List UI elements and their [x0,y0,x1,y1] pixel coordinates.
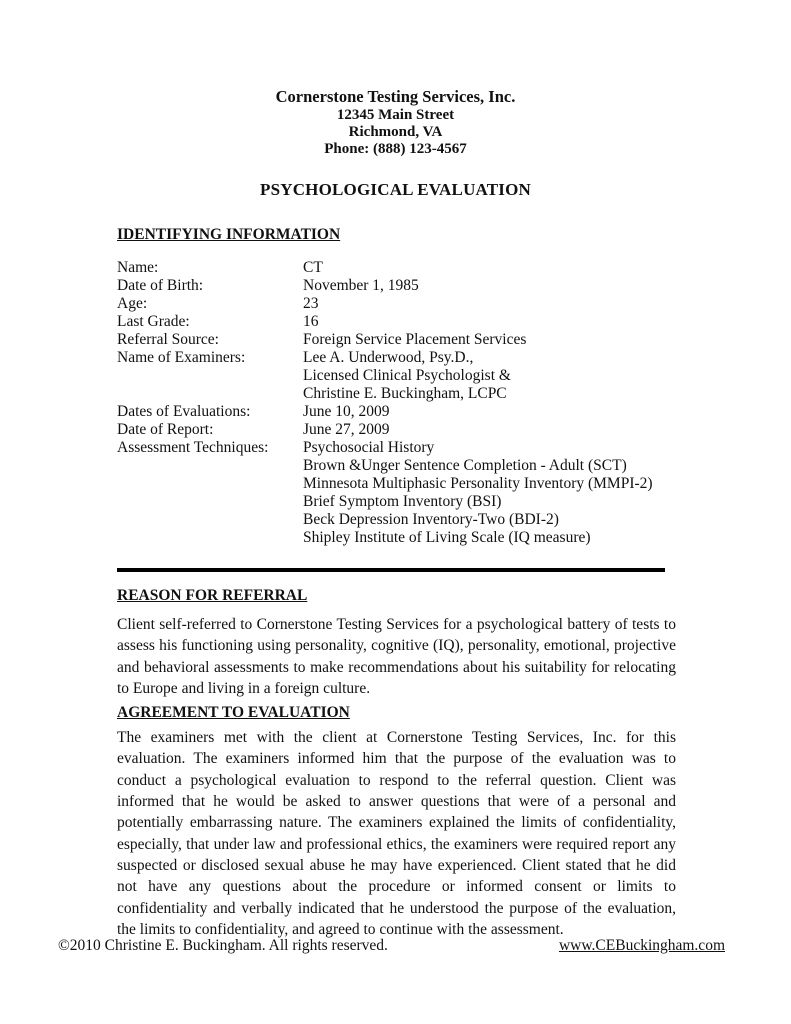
info-label [117,457,303,475]
info-label [117,529,303,547]
page-footer [58,936,725,956]
info-value: CT [303,259,323,276]
info-value: Minnesota Multiphasic Personality Inventory (MMPI-2) [303,475,653,492]
company-name: Cornerstone Testing Services, Inc. [275,87,516,106]
info-row-date-of-birth [117,277,676,295]
info-row-examiners-cont [117,367,676,385]
info-row-last-grade [117,313,676,331]
reason-for-referral-heading: REASON FOR REFERRAL [117,587,308,604]
info-label: Assessment Techniques: [117,439,269,456]
copyright-notice: ©2010 Christine E. Buckingham. All rights reserved. [58,937,388,954]
reason-for-referral-paragraph: Client self-referred to Cornerstone Testing Services for a psychological battery of tests to assess his functioning using personality, cognitive (IQ), personality, emotional, projective and behavioral assessments to make recommendations about his suitability for relocating to Europe and living in a foreign culture. [117,616,676,697]
info-value: 16 [303,313,319,330]
info-value: Beck Depression Inventory-Two (BDI-2) [303,511,559,528]
info-label: Date of Report: [117,421,214,438]
info-value: Brief Symptom Inventory (BSI) [303,493,502,510]
info-label [117,493,303,511]
info-row-age [117,295,676,313]
info-label [117,367,303,385]
info-label: Date of Birth: [117,277,204,294]
info-row-assessment-techniques [117,439,676,457]
info-label [117,511,303,529]
info-row-examiners [117,349,676,367]
info-row-technique [117,493,676,511]
info-row-evaluation-dates [117,403,676,421]
info-row-name [117,259,676,277]
info-label: Name of Examiners: [117,349,246,366]
info-value: Shipley Institute of Living Scale (IQ measure) [303,529,591,546]
info-row-technique [117,475,676,493]
info-value: Psychosocial History [303,439,435,456]
document-title: PSYCHOLOGICAL EVALUATION [259,180,532,199]
agreement-to-evaluation-heading: AGREEMENT TO EVALUATION [117,704,350,722]
address-city: Richmond, VA [348,124,443,140]
info-value: Licensed Clinical Psychologist & [303,367,511,384]
info-value: June 27, 2009 [303,421,390,438]
info-row-examiners-cont [117,385,676,403]
info-label: Dates of Evaluations: [117,403,251,420]
section-divider [117,568,665,572]
info-value: Christine E. Buckingham, LCPC [303,385,507,402]
agreement-to-evaluation-paragraph: The examiners met with the client at Cornerstone Testing Services, Inc. for this evaluation. The examiners informed him that the purpose of the evaluation was to conduct a psychological evaluation to respond to the referral question. Client was informed that he would be asked to answer questions that were of a personal and potentially embarrassing nature. The examiners explained the limits of confidentiality, especially, that under law and professional ethics, the examiners were required report any suspected or disclosed sexual abuse he may have experienced. Client stated that he did not have any questions about the procedure or informed consent or limits to confidentiality and verbally indicated that he understood the purpose of the evaluation, the limits to confidentiality, and agreed to continue with the assessment. [117,729,676,938]
info-value: November 1, 1985 [303,277,419,294]
letterhead [0,0,791,201]
identifying-information-table [117,259,676,547]
phone-number: Phone: (888) 123-4567 [324,141,467,157]
info-value: Lee A. Underwood, Psy.D., [303,349,474,366]
info-value: 23 [303,295,319,312]
info-row-technique [117,457,676,475]
info-value: June 10, 2009 [303,403,390,420]
info-value: Foreign Service Placement Services [303,331,527,348]
info-row-technique [117,511,676,529]
info-label: Age: [117,295,148,312]
identifying-information-heading: IDENTIFYING INFORMATION [117,226,341,243]
info-label: Referral Source: [117,331,219,348]
website-link[interactable]: www.CEBuckingham.com [558,937,725,954]
info-label [117,475,303,493]
info-row-report-date [117,421,676,439]
document-body [117,225,676,940]
info-row-technique [117,529,676,547]
info-label: Last Grade: [117,313,190,330]
info-row-referral-source [117,331,676,349]
info-label: Name: [117,259,159,276]
info-label [117,385,303,403]
address-street: 12345 Main Street [336,107,455,123]
info-value: Brown &Unger Sentence Completion - Adult (SCT) [303,457,627,474]
